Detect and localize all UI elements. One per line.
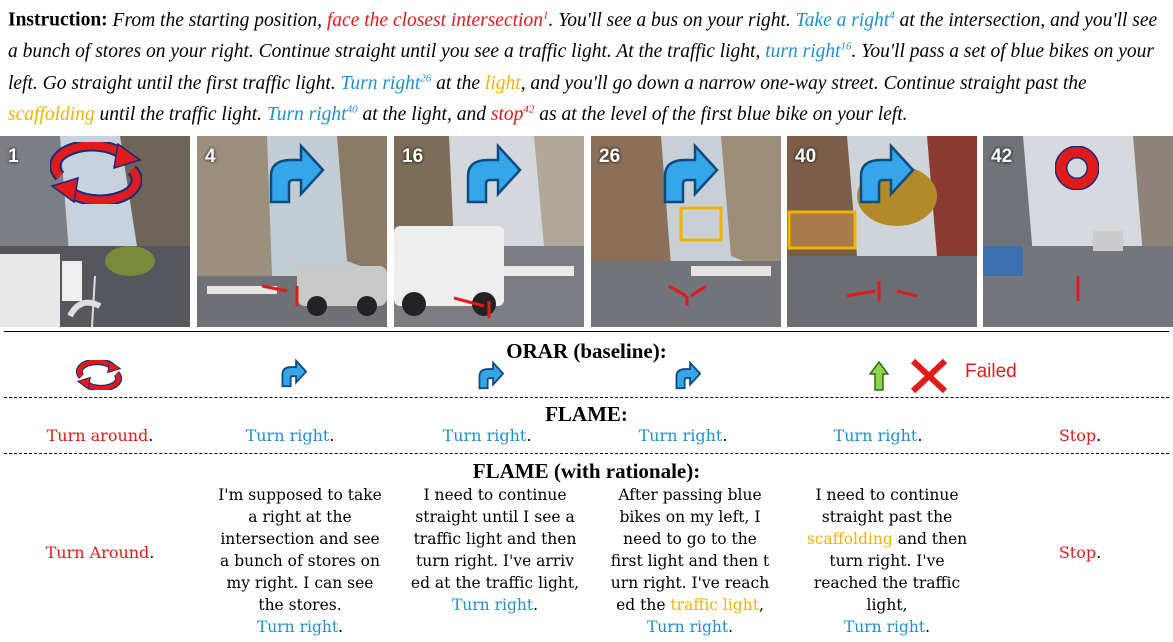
turn-right-icon	[259, 142, 325, 204]
turn-around-icon	[50, 142, 142, 204]
flame-action-4	[583, 425, 783, 447]
instr-step: 1	[542, 9, 549, 21]
stop-icon	[1055, 146, 1099, 190]
turn-right-icon	[456, 142, 522, 204]
rationale-line	[590, 594, 790, 616]
instr-step: 40	[346, 103, 358, 116]
step-number: 26	[599, 146, 621, 167]
street-view-panel-42	[983, 136, 1173, 327]
instr-step: 4	[889, 9, 895, 21]
rationale-line: After passing blue	[618, 486, 762, 504]
divider	[4, 331, 1169, 332]
rationale-line: I'm supposed to take	[218, 486, 382, 504]
orar-title: ORAR (baseline):	[506, 339, 667, 363]
action-text: Turn Around	[45, 543, 150, 562]
rationale-col-4	[590, 484, 790, 638]
instr-step: 26	[420, 72, 432, 84]
street-view-panels	[0, 136, 1173, 327]
instr-step: 16	[840, 40, 852, 53]
turn-right-icon	[474, 360, 504, 390]
instruction-text	[8, 2, 1168, 128]
rationale-line: straight past the	[821, 508, 953, 526]
period: .	[722, 426, 728, 445]
go-straight-icon	[869, 361, 889, 391]
street-view-panel-4	[197, 136, 387, 327]
rationale-line: a right at the	[248, 508, 352, 526]
rationale-line: bikes on my left, I	[619, 508, 761, 526]
instruction-label: Instruction:	[8, 9, 108, 31]
rationale-text: ,	[758, 596, 764, 614]
instr-highlight: turn right	[765, 41, 841, 62]
rationale-line	[787, 528, 987, 550]
failed-label: Failed	[965, 361, 1017, 382]
instr-text: at the	[431, 72, 485, 94]
flame-action-5	[778, 425, 978, 447]
rationale-action	[200, 616, 400, 638]
flame-rationale-title: FLAME (with rationale):	[472, 459, 701, 483]
period: .	[917, 426, 923, 445]
flame-title: FLAME:	[545, 402, 628, 426]
rationale-text: and then	[892, 530, 968, 548]
rationale-action	[590, 616, 790, 638]
rationale-line: urn right. I've reach	[610, 574, 770, 592]
instr-text: From the starting position,	[107, 9, 327, 31]
divider	[4, 397, 1169, 398]
rationale-line: ed at the traffic light,	[410, 574, 580, 592]
instr-text: until the traffic light.	[94, 104, 267, 125]
rationale-line: straight until I see a	[415, 508, 575, 526]
turn-around-icon	[76, 360, 122, 390]
flame-action-6	[980, 425, 1173, 447]
rationale-line: intersection and see	[220, 530, 380, 548]
rationale-col-6	[980, 542, 1173, 564]
period: .	[1096, 426, 1102, 445]
instr-highlight: scaffolding	[8, 104, 95, 125]
action-text: Turn around	[46, 426, 149, 445]
instr-highlight: face the closest intersection	[326, 9, 543, 31]
instr-highlight: light	[484, 72, 521, 94]
rationale-line: the stores.	[258, 596, 342, 614]
instr-highlight: Turn right	[340, 72, 421, 94]
street-view-panel-26	[591, 136, 781, 327]
rationale-col-1	[0, 542, 200, 564]
action-text: Stop	[1058, 426, 1097, 445]
rationale-line: reached the traffic	[813, 574, 961, 592]
action-text: Turn right	[638, 426, 723, 445]
rationale-highlight: scaffolding	[806, 530, 893, 548]
action-text: Turn right	[833, 426, 918, 445]
turn-right-icon	[277, 358, 307, 388]
instr-highlight: Turn right	[266, 104, 347, 125]
instr-text: . You'll pass a set of blue bikes on your left. Go straight until the first traffic light.	[8, 41, 1154, 94]
rationale-line: need to go to the	[623, 530, 757, 548]
turn-right-icon	[653, 142, 719, 204]
street-view-panel-16	[394, 136, 584, 327]
period: .	[329, 426, 335, 445]
period: .	[925, 618, 931, 636]
action-text: Turn right	[245, 426, 330, 445]
action-text: Turn right	[256, 618, 339, 636]
rationale-text: ed the	[616, 596, 671, 614]
rationale-line: I need to continue	[423, 486, 567, 504]
rationale-line: traffic light and then	[413, 530, 577, 548]
turn-right-icon	[671, 360, 701, 390]
rationale-col-2	[200, 484, 400, 638]
rationale-line: first light and then t	[610, 552, 770, 570]
street-view-panel-40	[787, 136, 977, 327]
instr-text: . You'll see a bus on your right.	[548, 9, 796, 31]
instr-text: at the light, and	[357, 104, 491, 125]
flame-action-3	[387, 425, 587, 447]
instr-text: as at the level of the first blue bike on your left.	[534, 104, 908, 125]
period: .	[338, 618, 344, 636]
step-number: 40	[795, 146, 817, 167]
instr-text: at the intersection, and you'll see a bunch of stores on your right. Continue straight until you see a traffic light. At the traffic light,	[8, 9, 1158, 62]
fail-x-icon	[909, 357, 949, 395]
rationale-line: a bunch of stores on	[220, 552, 380, 570]
instr-text: , and you'll go down a narrow one-way street. Continue straight past the	[520, 72, 1087, 94]
rationale-action	[395, 594, 595, 616]
rationale-col-3	[395, 484, 595, 616]
step-number: 4	[205, 146, 216, 167]
instr-highlight: Take a right	[795, 9, 890, 31]
rationale-line: light,	[866, 596, 908, 614]
turn-right-icon	[849, 142, 915, 204]
action-text: Turn right	[646, 618, 729, 636]
divider	[4, 453, 1169, 454]
instr-step: 42	[523, 103, 535, 116]
rationale-action	[787, 616, 987, 638]
flame-action-1	[0, 425, 200, 447]
street-view-panel-1	[0, 136, 190, 327]
action-text: Turn right	[843, 618, 926, 636]
rationale-col-5	[787, 484, 987, 638]
rationale-line: turn right. I've	[829, 552, 945, 570]
step-number: 1	[8, 146, 19, 167]
period: .	[526, 426, 532, 445]
period: .	[148, 426, 154, 445]
rationale-line: turn right. I've arriv	[416, 552, 574, 570]
period: .	[149, 543, 155, 562]
period: .	[1096, 543, 1102, 562]
step-number: 42	[991, 146, 1013, 167]
period: .	[728, 618, 734, 636]
instr-highlight: stop	[490, 104, 524, 125]
rationale-line: my right. I can see	[226, 574, 374, 592]
rationale-line: I need to continue	[815, 486, 959, 504]
action-text: Turn right	[451, 596, 534, 614]
step-number: 16	[402, 146, 424, 167]
rationale-highlight: traffic light	[670, 596, 759, 614]
action-text: Turn right	[442, 426, 527, 445]
action-text: Stop	[1058, 543, 1097, 562]
period: .	[533, 596, 539, 614]
flame-action-2	[190, 425, 390, 447]
